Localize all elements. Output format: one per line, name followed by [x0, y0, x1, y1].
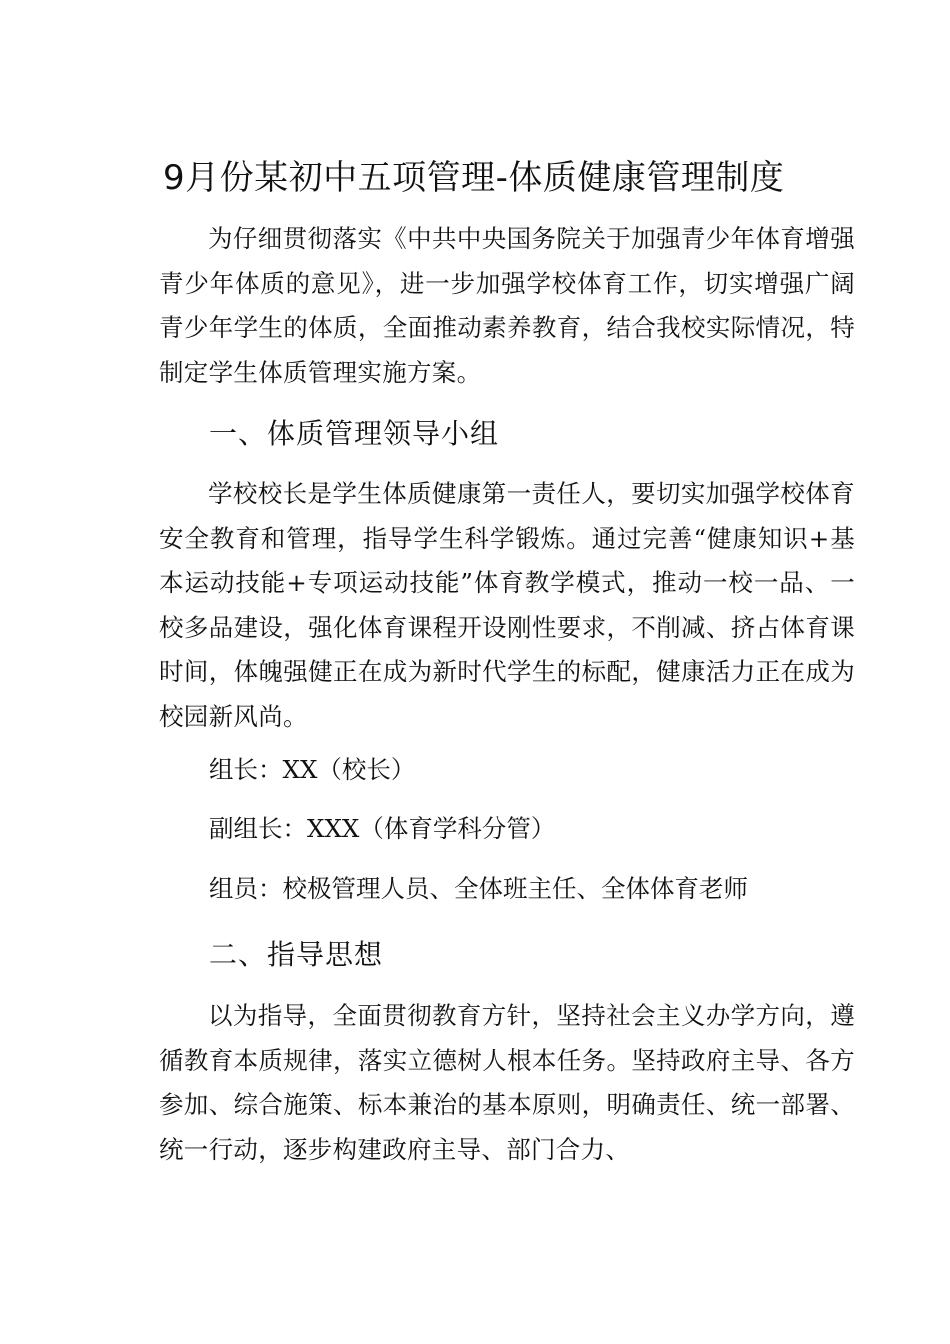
section-heading-leadership-group: 一、体质管理领导小组: [209, 417, 500, 450]
member-team: 组员：校极管理人员、全体班主任、全体体育老师: [209, 874, 748, 903]
document-title: 9月份某初中五项管理-体质健康管理制度: [163, 158, 785, 198]
section-heading-guiding-ideology: 二、指导思想: [209, 938, 384, 971]
section-paragraph-guiding-ideology: 以为指导，全面贯彻教育方针，坚持社会主义办学方向，遵循教育本质规律，落实立德树人根本任务。坚持政府主导、各方参加、综合施策、标本兼治的基本原则，明确责任、统一部署、统一行动，逐步构建政府主导、部门合力、: [159, 1001, 855, 1164]
member-deputy-leader: 副组长：XXX（体育学科分管）: [209, 814, 556, 843]
section-paragraph-leadership: 学校校长是学生体质健康第一责任人，要切实加强学校体育安全教育和管理，指导学生科学锻炼。通过完善“健康知识+基本运动技能+专项运动技能”体育教学模式，推动一校一品、一校多品建设，强化体育课程开设刚性要求，不削减、挤占体育课时间，体魄强健正在成为新时代学生的标配，健康活力正在成为校园新风尚。: [159, 479, 855, 731]
intro-paragraph: 为仔细贯彻落实《中共中央国务院关于加强青少年体育增强青少年体质的意见》，进一步加强学校体育工作，切实增强广阔青少年学生的体质，全面推动素养教育，结合我校实际情况，特制定学生体质管理实施方案。: [159, 224, 855, 387]
member-leader: 组长：XX（校长）: [209, 755, 416, 784]
